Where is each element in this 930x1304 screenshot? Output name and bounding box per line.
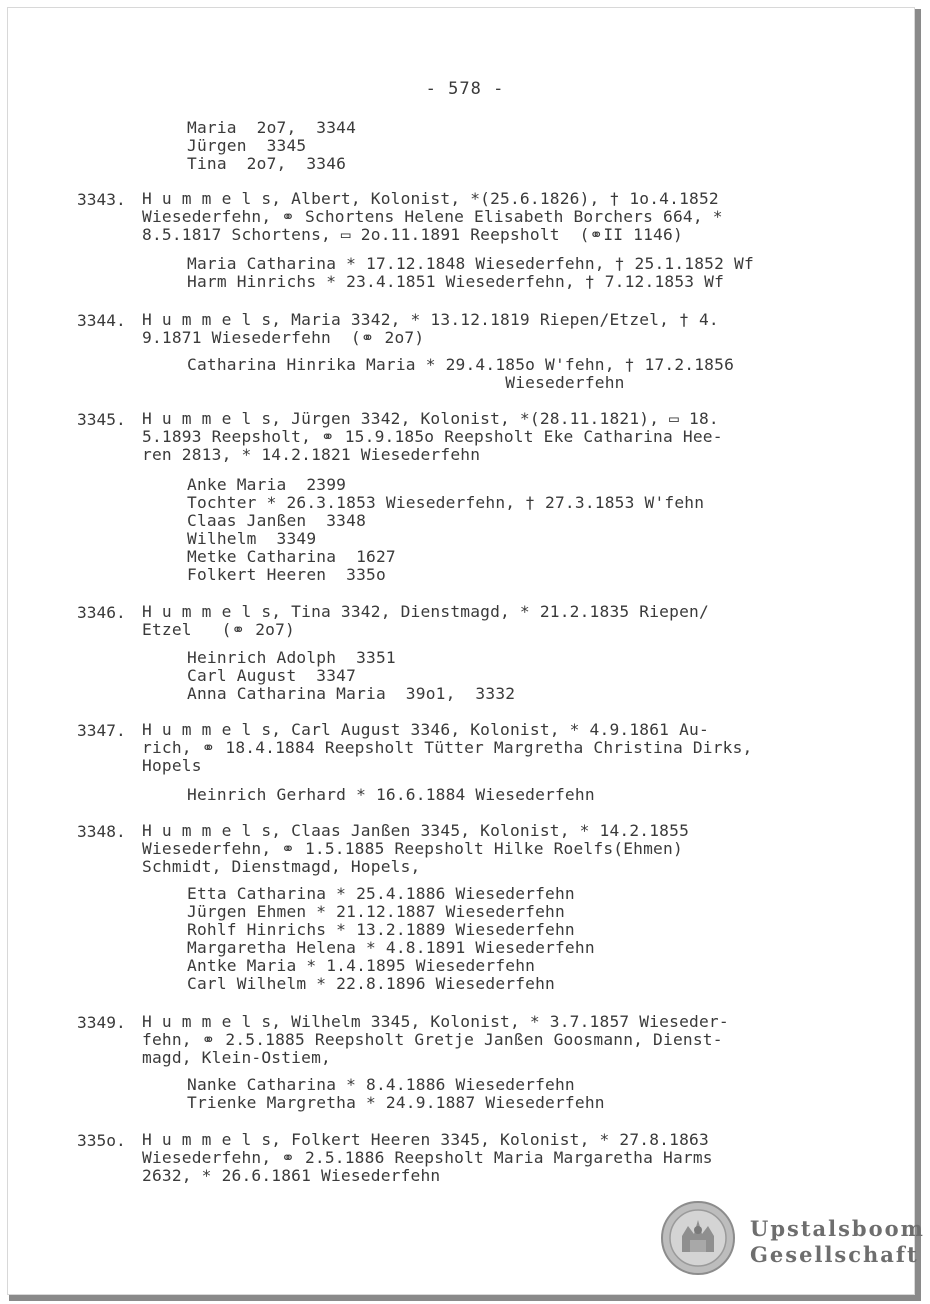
- brand-name-line2: Gesellschaft: [750, 1242, 919, 1267]
- entry-number: 3345.: [77, 410, 126, 429]
- entry-line: 8.5.1817 Schortens, ▭ 2o.11.1891 Reepsholt (⚭II 1146): [142, 225, 683, 244]
- child-line: Heinrich Gerhard * 16.6.1884 Wiesederfehn: [187, 785, 595, 804]
- entry-line: H u m m e l s, Tina 3342, Dienstmagd, * 21.2.1835 Riepen/: [142, 602, 709, 621]
- child-line: Maria Catharina * 17.12.1848 Wiesederfehn, † 25.1.1852 Wf: [187, 254, 754, 273]
- entry-line: H u m m e l s, Jürgen 3342, Kolonist, *(28.11.1821), ▭ 18.: [142, 409, 719, 428]
- entry-number: 3346.: [77, 603, 126, 622]
- entry-line: H u m m e l s, Albert, Kolonist, *(25.6.1826), † 1o.4.1852: [142, 189, 719, 208]
- child-line: Harm Hinrichs * 23.4.1851 Wiesederfehn, † 7.12.1853 Wf: [187, 272, 725, 291]
- child-line: Jürgen 3345: [187, 136, 307, 155]
- child-line: Anke Maria 2399: [187, 475, 347, 494]
- child-line: Tina 2o7, 3346: [187, 154, 347, 173]
- entry-line: Schmidt, Dienstmagd, Hopels,: [142, 857, 421, 876]
- entry-line: Wiesederfehn, ⚭ Schortens Helene Elisabeth Borchers 664, *: [142, 207, 723, 226]
- entry-line: Etzel (⚭ 2o7): [142, 620, 296, 639]
- entry-number: 3348.: [77, 822, 126, 841]
- entry-number: 3343.: [77, 190, 126, 209]
- page-number: - 578 -: [425, 79, 505, 99]
- entry-number: 3344.: [77, 311, 126, 330]
- child-line: Maria 2o7, 3344: [187, 118, 357, 137]
- child-line: Trienke Margretha * 24.9.1887 Wiesederfehn: [187, 1093, 605, 1112]
- entry-number: 3347.: [77, 721, 126, 740]
- entry-line: Hopels: [142, 756, 202, 775]
- entry-line: fehn, ⚭ 2.5.1885 Reepsholt Gretje Janßen Goosmann, Dienst-: [142, 1030, 723, 1049]
- child-line: Claas Janßen 3348: [187, 511, 367, 530]
- entry-line: 5.1893 Reepsholt, ⚭ 15.9.185o Reepsholt Eke Catharina Hee-: [142, 427, 723, 446]
- child-line: Metke Catharina 1627: [187, 547, 396, 566]
- entry-line: 2632, * 26.6.1861 Wiesederfehn: [142, 1166, 441, 1185]
- child-line: Folkert Heeren 335o: [187, 565, 386, 584]
- seal-logo-icon: [660, 1200, 736, 1276]
- child-line: Tochter * 26.3.1853 Wiesederfehn, † 27.3.1853 W'fehn: [187, 493, 705, 512]
- child-line: Carl August 3347: [187, 666, 357, 685]
- child-line: Wiesederfehn: [187, 373, 625, 392]
- entry-line: H u m m e l s, Carl August 3346, Kolonist, * 4.9.1861 Au-: [142, 720, 709, 739]
- child-line: Antke Maria * 1.4.1895 Wiesederfehn: [187, 956, 536, 975]
- entry-line: H u m m e l s, Maria 3342, * 13.12.1819 Riepen/Etzel, † 4.: [142, 310, 719, 329]
- child-line: Anna Catharina Maria 39o1, 3332: [187, 684, 516, 703]
- entry-line: Wiesederfehn, ⚭ 1.5.1885 Reepsholt Hilke Roelfs(Ehmen): [142, 839, 683, 858]
- entry-line: Wiesederfehn, ⚭ 2.5.1886 Reepsholt Maria Margaretha Harms: [142, 1148, 713, 1167]
- entry-line: magd, Klein-Ostiem,: [142, 1048, 331, 1067]
- entry-line: ren 2813, * 14.2.1821 Wiesederfehn: [142, 445, 481, 464]
- entry-line: rich, ⚭ 18.4.1884 Reepsholt Tütter Margretha Christina Dirks,: [142, 738, 753, 757]
- entry-line: 9.1871 Wiesederfehn (⚭ 2o7): [142, 328, 425, 347]
- child-line: Rohlf Hinrichs * 13.2.1889 Wiesederfehn: [187, 920, 575, 939]
- entry-number: 3349.: [77, 1013, 126, 1032]
- child-line: Catharina Hinrika Maria * 29.4.185o W'fehn, † 17.2.1856: [187, 355, 735, 374]
- child-line: Carl Wilhelm * 22.8.1896 Wiesederfehn: [187, 974, 555, 993]
- entry-line: H u m m e l s, Claas Janßen 3345, Kolonist, * 14.2.1855: [142, 821, 690, 840]
- brand-name-line1: Upstalsboom: [750, 1216, 925, 1241]
- child-line: Nanke Catharina * 8.4.1886 Wiesederfehn: [187, 1075, 575, 1094]
- child-line: Heinrich Adolph 3351: [187, 648, 396, 667]
- entry-number: 335o.: [77, 1131, 126, 1150]
- entry-line: H u m m e l s, Folkert Heeren 3345, Kolonist, * 27.8.1863: [142, 1130, 709, 1149]
- child-line: Margaretha Helena * 4.8.1891 Wiesederfehn: [187, 938, 595, 957]
- entry-line: H u m m e l s, Wilhelm 3345, Kolonist, * 3.7.1857 Wieseder-: [142, 1012, 729, 1031]
- child-line: Wilhelm 3349: [187, 529, 317, 548]
- child-line: Jürgen Ehmen * 21.12.1887 Wiesederfehn: [187, 902, 565, 921]
- child-line: Etta Catharina * 25.4.1886 Wiesederfehn: [187, 884, 575, 903]
